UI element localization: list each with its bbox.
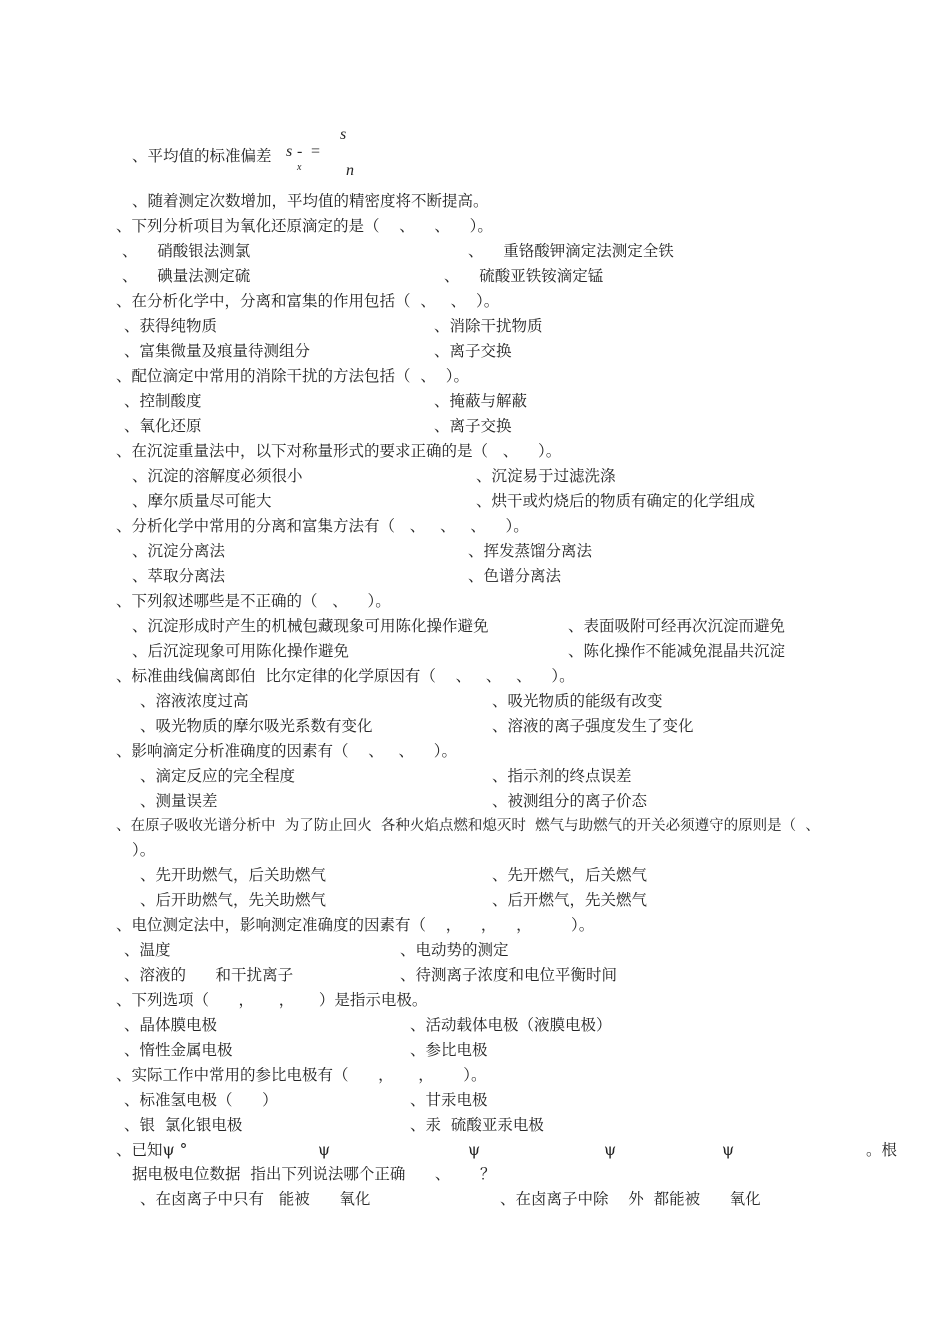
question-line: 、电位测定法中，影响测定准确度的因素有（ ， ， ， ）。 [116, 916, 595, 934]
question-line: 、下列叙述哪些是不正确的（ 、 ）。 [116, 592, 391, 610]
option-d: 、被测组分的离子价态 [492, 792, 648, 810]
option-b: 、在卤离子中除 外 都能被 氧化 [500, 1190, 761, 1208]
formula-s-x: s [286, 143, 293, 160]
formula-equals: = [311, 143, 321, 160]
option-a: 、晶体膜电极 [124, 1016, 218, 1034]
question-line: 、影响滴定分析准确度的因素有（ 、 、 ）。 [116, 742, 457, 760]
question-line: 、下列选项（ ， ， ）是指示电极。 [116, 991, 428, 1009]
option-d: 、参比电极 [410, 1041, 488, 1059]
option-c: 、后沉淀现象可用陈化操作避免 [132, 642, 350, 660]
option-b: 、活动载体电极（液膜电极） [410, 1016, 612, 1034]
option-b: 、指示剂的终点误差 [492, 767, 632, 785]
option-b: 、电动势的测定 [400, 941, 509, 959]
option-d: 、后开燃气，先关燃气 [492, 891, 648, 909]
option-a: 、先开助燃气，后关助燃气 [140, 866, 327, 884]
option-a: 、滴定反应的完全程度 [140, 767, 296, 785]
option-a: 、沉淀形成时产生的机械包藏现象可用陈化操作避免 [132, 617, 489, 635]
question-line: 、配位滴定中常用的消除干扰的方法包括（ 、 ）。 [116, 367, 469, 385]
option-b: 、先开燃气，后关燃气 [492, 866, 648, 884]
question-line: 、在分析化学中，分离和富集的作用包括（ 、 、 ）。 [116, 292, 500, 310]
option-d: 、溶液的离子强度发生了变化 [492, 717, 694, 735]
option-d: 、烘干或灼烧后的物质有确定的化学组成 [476, 492, 756, 510]
option-d: 、待测离子浓度和电位平衡时间 [400, 966, 618, 984]
option-b: 、消除干扰物质 [434, 317, 543, 335]
option-a: 、在卤离子中只有 能被 氧化 [140, 1190, 371, 1208]
option-a: 、温度 [124, 941, 171, 959]
option-a: 、沉淀的溶解度必须很小 [132, 467, 303, 485]
question-line-end: 。根 [866, 1141, 898, 1159]
option-d: 、陈化操作不能减免混晶共沉淀 [568, 642, 786, 660]
psi-symbol: ψ [468, 1141, 481, 1159]
option-b: 、甘汞电极 [410, 1091, 488, 1109]
formula-sub-x: x [297, 162, 302, 173]
option-b: 、挥发蒸馏分离法 [468, 542, 593, 560]
option-c: 、银 氯化银电极 [124, 1116, 243, 1134]
option-a: 、沉淀分离法 [132, 542, 226, 560]
question-line-continued: 据电极电位数据 指出下列说法哪个正确 、 ？ [132, 1165, 496, 1183]
psi-symbol: ψ [604, 1141, 617, 1159]
option-a: 、控制酸度 [124, 392, 202, 410]
question-line: 、标准曲线偏离郎伯 比尔定律的化学原因有（ 、 、 、 ）。 [116, 667, 575, 685]
option-d: 、色谱分离法 [468, 567, 562, 585]
option-b: 、 重铬酸钾滴定法测定全铁 [468, 242, 674, 260]
option-c: 、溶液的 和干扰离子 [124, 966, 294, 984]
option-c: 、测量误差 [140, 792, 218, 810]
option-b: 、沉淀易于过滤洗涤 [476, 467, 616, 485]
question-line: 、已知ψ ° [116, 1141, 188, 1159]
formula-bar: - [297, 143, 303, 160]
option-c: 、 碘量法测定硫 [122, 267, 251, 285]
option-d: 、离子交换 [434, 417, 512, 435]
formula-denominator: n [346, 162, 354, 179]
option-a: 、获得纯物质 [124, 317, 218, 335]
option-c: 、吸光物质的摩尔吸光系数有变化 [140, 717, 373, 735]
option-b: 、吸光物质的能级有改变 [492, 692, 663, 710]
option-c: 、惰性金属电极 [124, 1041, 233, 1059]
psi-symbol: ψ [318, 1141, 331, 1159]
question-line: 、分析化学中常用的分离和富集方法有（ 、 、 、 ）。 [116, 517, 529, 535]
question-line: 、在沉淀重量法中，以下对称量形式的要求正确的是（ 、 ）。 [116, 442, 562, 460]
text-line: 、平均值的标准偏差 [132, 147, 272, 165]
option-c: 、后开助燃气，先关助燃气 [140, 891, 327, 909]
option-d: 、汞 硫酸亚汞电极 [410, 1116, 544, 1134]
formula-numerator: s [340, 126, 347, 143]
question-line: 、实际工作中常用的参比电极有（ ， ， ）。 [116, 1066, 487, 1084]
question-line-continued: ）。 [132, 841, 156, 859]
option-d: 、 硫酸亚铁铵滴定锰 [444, 267, 604, 285]
option-c: 、萃取分离法 [132, 567, 226, 585]
option-c: 、摩尔质量尽可能大 [132, 492, 272, 510]
option-d: 、离子交换 [434, 342, 512, 360]
option-a: 、溶液浓度过高 [140, 692, 249, 710]
question-line: 、在原子吸收光谱分析中 为了防止回火 各种火焰点燃和熄灭时 燃气与助燃气的开关必须遵守的原则是（ 、 [116, 818, 820, 834]
psi-symbol: ψ [722, 1141, 735, 1159]
option-c: 、富集微量及痕量待测组分 [124, 342, 311, 360]
option-b: 、掩蔽与解蔽 [434, 392, 528, 410]
option-a: 、标准氢电极（ ） [124, 1091, 278, 1109]
option-b: 、表面吸附可经再次沉淀而避免 [568, 617, 786, 635]
question-line: 、下列分析项目为氧化还原滴定的是（ 、 、 ）。 [116, 217, 493, 235]
option-c: 、氧化还原 [124, 417, 202, 435]
text-line: 、随着测定次数增加，平均值的精密度将不断提高。 [132, 192, 489, 210]
option-a: 、 硝酸银法测氯 [122, 242, 251, 260]
